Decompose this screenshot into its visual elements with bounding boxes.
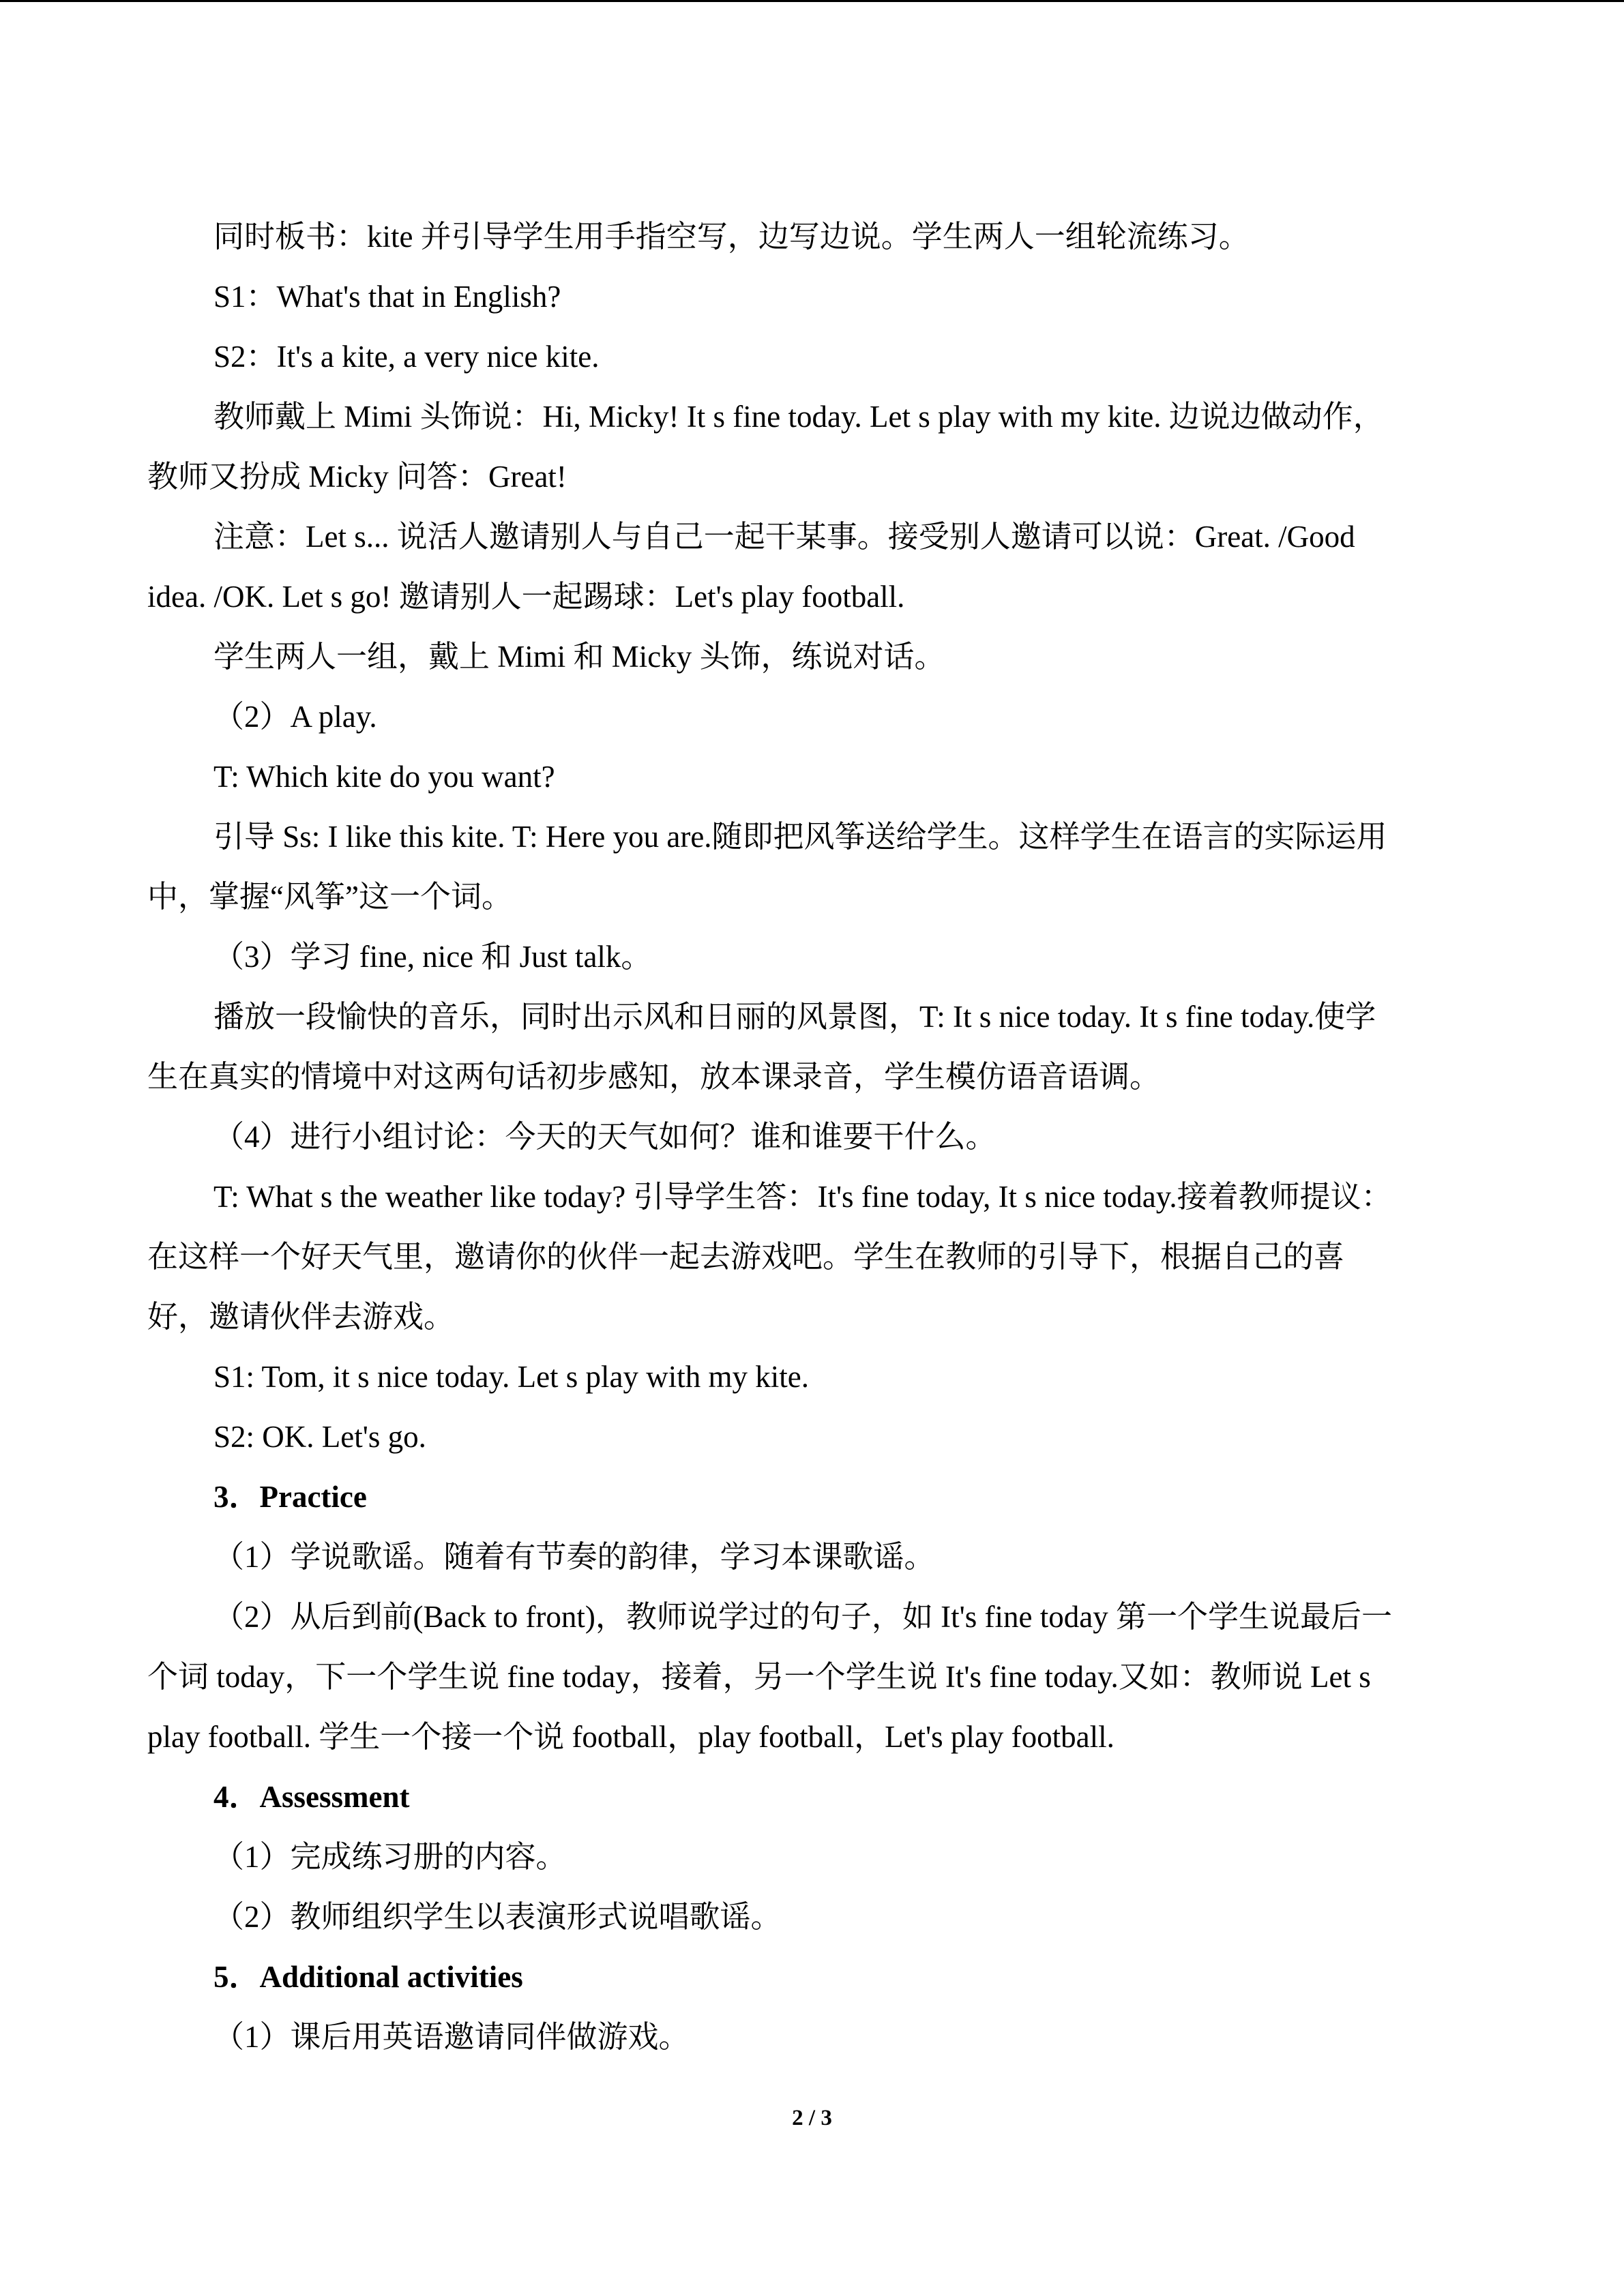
page-number: 2 / 3 — [792, 2106, 832, 2130]
section-heading-practice: 3．Practice — [213, 1480, 367, 1514]
dialogue-line: S2：It's a kite, a very nice kite. — [213, 340, 600, 374]
paragraph-line: 生在真实的情境中对这两句话初步感知，放本课录音，学生模仿语音语调。 — [147, 1060, 1161, 1094]
list-item: （2）从后到前(Back to front)，教师说学过的句子，如 It's fine today 第一个学生说最后一 — [213, 1600, 1392, 1634]
paragraph-line: 个词 today，下一个学生说 fine today，接着，另一个学生说 It's fine today.又如：教师说 Let s — [147, 1660, 1371, 1694]
paragraph-line: play football. 学生一个接一个说 football，play football，Let's play football. — [147, 1720, 1114, 1754]
list-item: （1）课后用英语邀请同伴做游戏。 — [213, 2020, 690, 2054]
paragraph-line: 学生两人一组，戴上 Mimi 和 Micky 头饰，练说对话。 — [213, 640, 945, 674]
paragraph-line: 好，邀请伙伴去游戏。 — [147, 1300, 455, 1334]
section-heading-additional-activities: 5．Additional activities — [213, 1960, 523, 1994]
paragraph-line: 注意：Let s... 说活人邀请别人与自己一起干某事。接受别人邀请可以说：Great. /Good — [213, 520, 1355, 554]
step-heading: （4）进行小组讨论：今天的天气如何？谁和谁要干什么。 — [213, 1120, 996, 1154]
step-heading: （2）A play. — [213, 700, 377, 734]
section-heading-assessment: 4．Assessment — [213, 1780, 410, 1814]
paragraph-line: 教师戴上 Mimi 头饰说：Hi, Micky! It s fine today. Let s play with my kite. 边说边做动作， — [213, 400, 1384, 434]
list-item: （2）教师组织学生以表演形式说唱歌谣。 — [213, 1900, 782, 1934]
dialogue-line: S1：What's that in English? — [213, 280, 561, 314]
document-body — [147, 207, 1477, 2067]
dialogue-line: S2: OK. Let's go. — [213, 1420, 426, 1454]
paragraph-line: idea. /OK. Let s go! 邀请别人一起踢球：Let's play football. — [147, 580, 905, 614]
paragraph-line: 播放一段愉快的音乐，同时出示风和日丽的风景图，T: It s nice today. It s fine today.使学 — [213, 1000, 1376, 1034]
list-item: （1）完成练习册的内容。 — [213, 1840, 567, 1874]
list-item: （1）学说歌谣。随着有节奏的韵律，学习本课歌谣。 — [213, 1540, 935, 1574]
paragraph-line: 在这样一个好天气里，邀请你的伙伴一起去游戏吧。学生在教师的引导下，根据自己的喜 — [147, 1240, 1345, 1274]
paragraph-line: 教师又扮成 Micky 问答：Great! — [147, 460, 567, 494]
dialogue-line: S1: Tom, it s nice today. Let s play with my kite. — [213, 1360, 810, 1394]
dialogue-line: T: Which kite do you want? — [213, 760, 555, 794]
paragraph-line: 中，掌握“风筝”这一个词。 — [147, 880, 512, 914]
paragraph-line: 同时板书：kite 并引导学生用手指空写，边写边说。学生两人一组轮流练习。 — [213, 220, 1250, 254]
paragraph-line: T: What s the weather like today? 引导学生答：It's fine today, It s nice today.接着教师提议： — [213, 1180, 1392, 1214]
step-heading: （3）学习 fine, nice 和 Just talk。 — [213, 940, 652, 974]
paragraph-line: 引导 Ss: I like this kite. T: Here you are.随即把风筝送给学生。这样学生在语言的实际运用 — [213, 820, 1387, 854]
